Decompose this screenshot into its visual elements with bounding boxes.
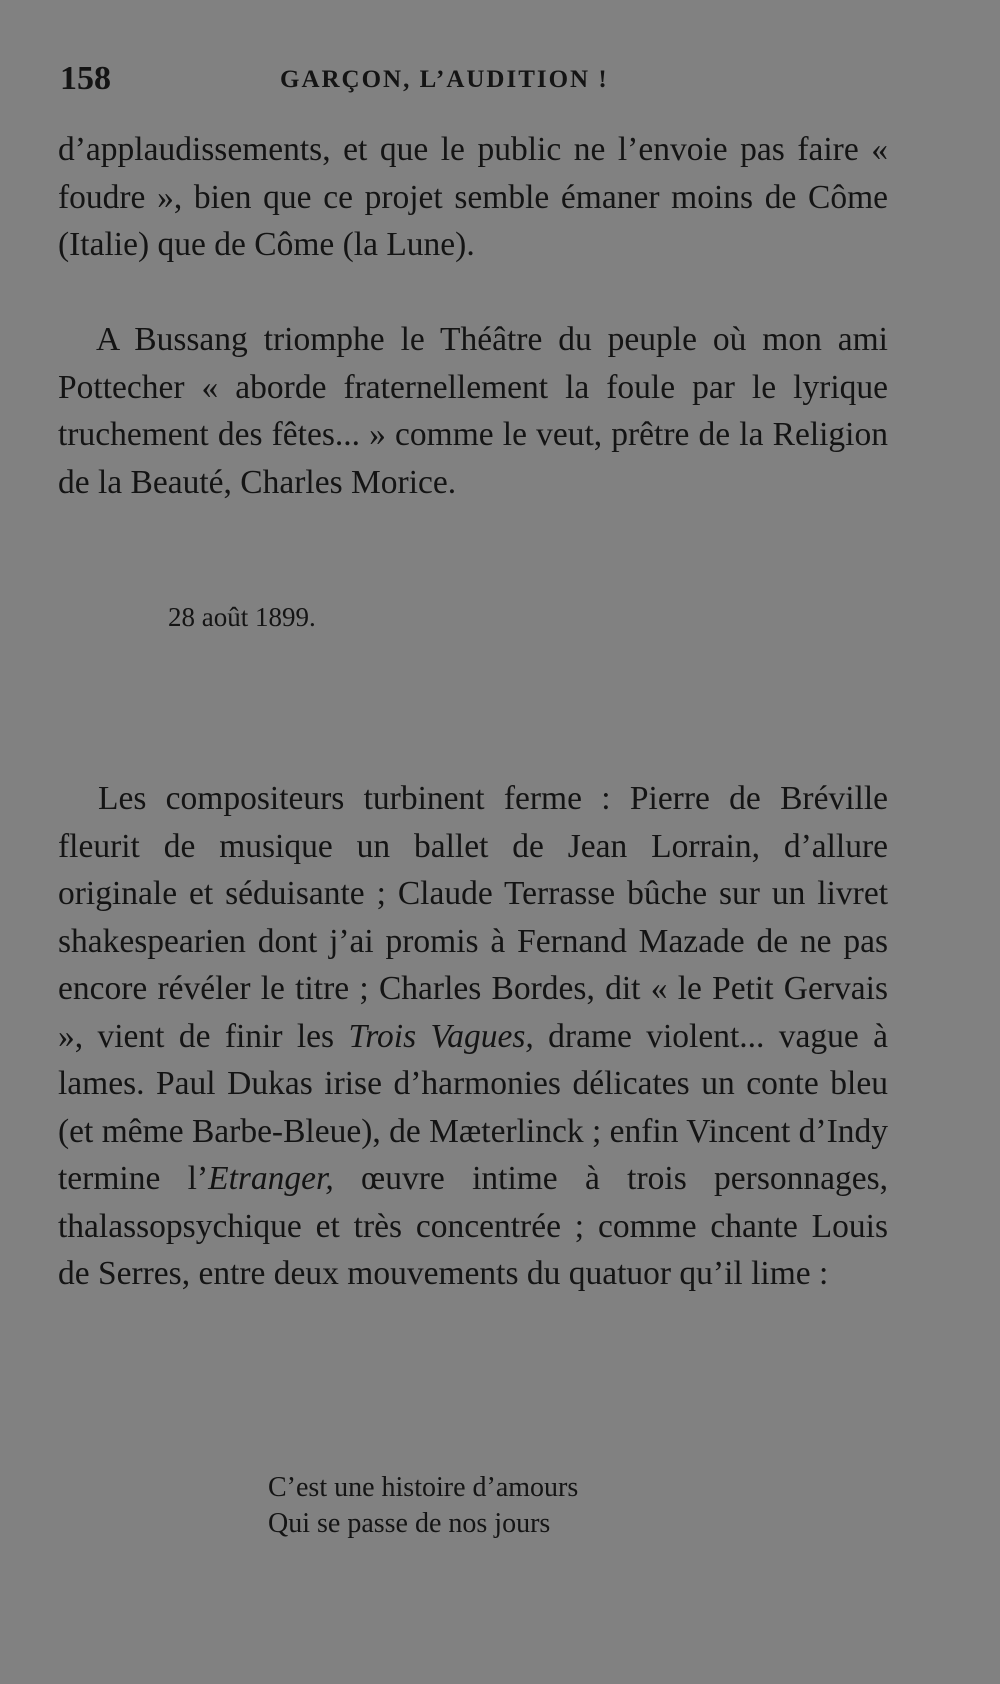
paragraph-composers-part-a: Les compositeurs turbinent ferme : Pierre de Bréville fleurit de musique un ballet de Jean Lorrain, d’allure originale et séduisante ; Claude Terrasse bûche sur un livret shakespearien dont j’ai promis à Fernand Mazade de ne pas encore révéler le titre ; Charles Bordes, dit « le Petit Gervais », vient de finir les — [58, 780, 888, 1055]
work-title-etranger: Etranger, — [208, 1160, 334, 1197]
page-header — [60, 60, 890, 100]
paragraph-composers-part-c: œuvre intime à trois personnages, thalassopsychique et très concentrée ; comme chante Louis de Serres, entre deux mouvements du quatuor qu’il lime : — [58, 1160, 889, 1292]
verse-line-2: Qui se passe de nos jours — [268, 1508, 551, 1539]
running-head: GARÇON, L’AUDITION ! — [280, 66, 609, 93]
verse-line-1: C’est une histoire d’amours — [268, 1472, 579, 1503]
paragraph-composers — [58, 775, 888, 1298]
paragraph-continued: d’applaudissements, et que le public ne l’envoie pas faire « foudre », bien que ce projet semble émaner moins de Côme (Italie) que de Côme (la Lune). — [58, 131, 888, 263]
page-number: 158 — [60, 60, 111, 97]
paragraph-bussang: A Bussang triomphe le Théâtre du peuple où mon ami Pottecher « aborde fraternellement la foule par le lyrique truchement des fêtes... » comme le veut, prêtre de la Religion de la Beauté, Charles Morice. — [58, 321, 888, 501]
paragraph-composers-part-b: drame violent... vague à lames. Paul Dukas irise d’harmonies délicates un conte bleu (et même Barbe-Bleue), de Mæterlinck ; enfin Vincent d’Indy termine l’ — [58, 1017, 888, 1197]
work-title-trois-vagues: Trois Vagues, — [348, 1017, 534, 1055]
verse-quotation — [268, 1470, 578, 1542]
dateline: 28 août 1899. — [168, 602, 316, 632]
